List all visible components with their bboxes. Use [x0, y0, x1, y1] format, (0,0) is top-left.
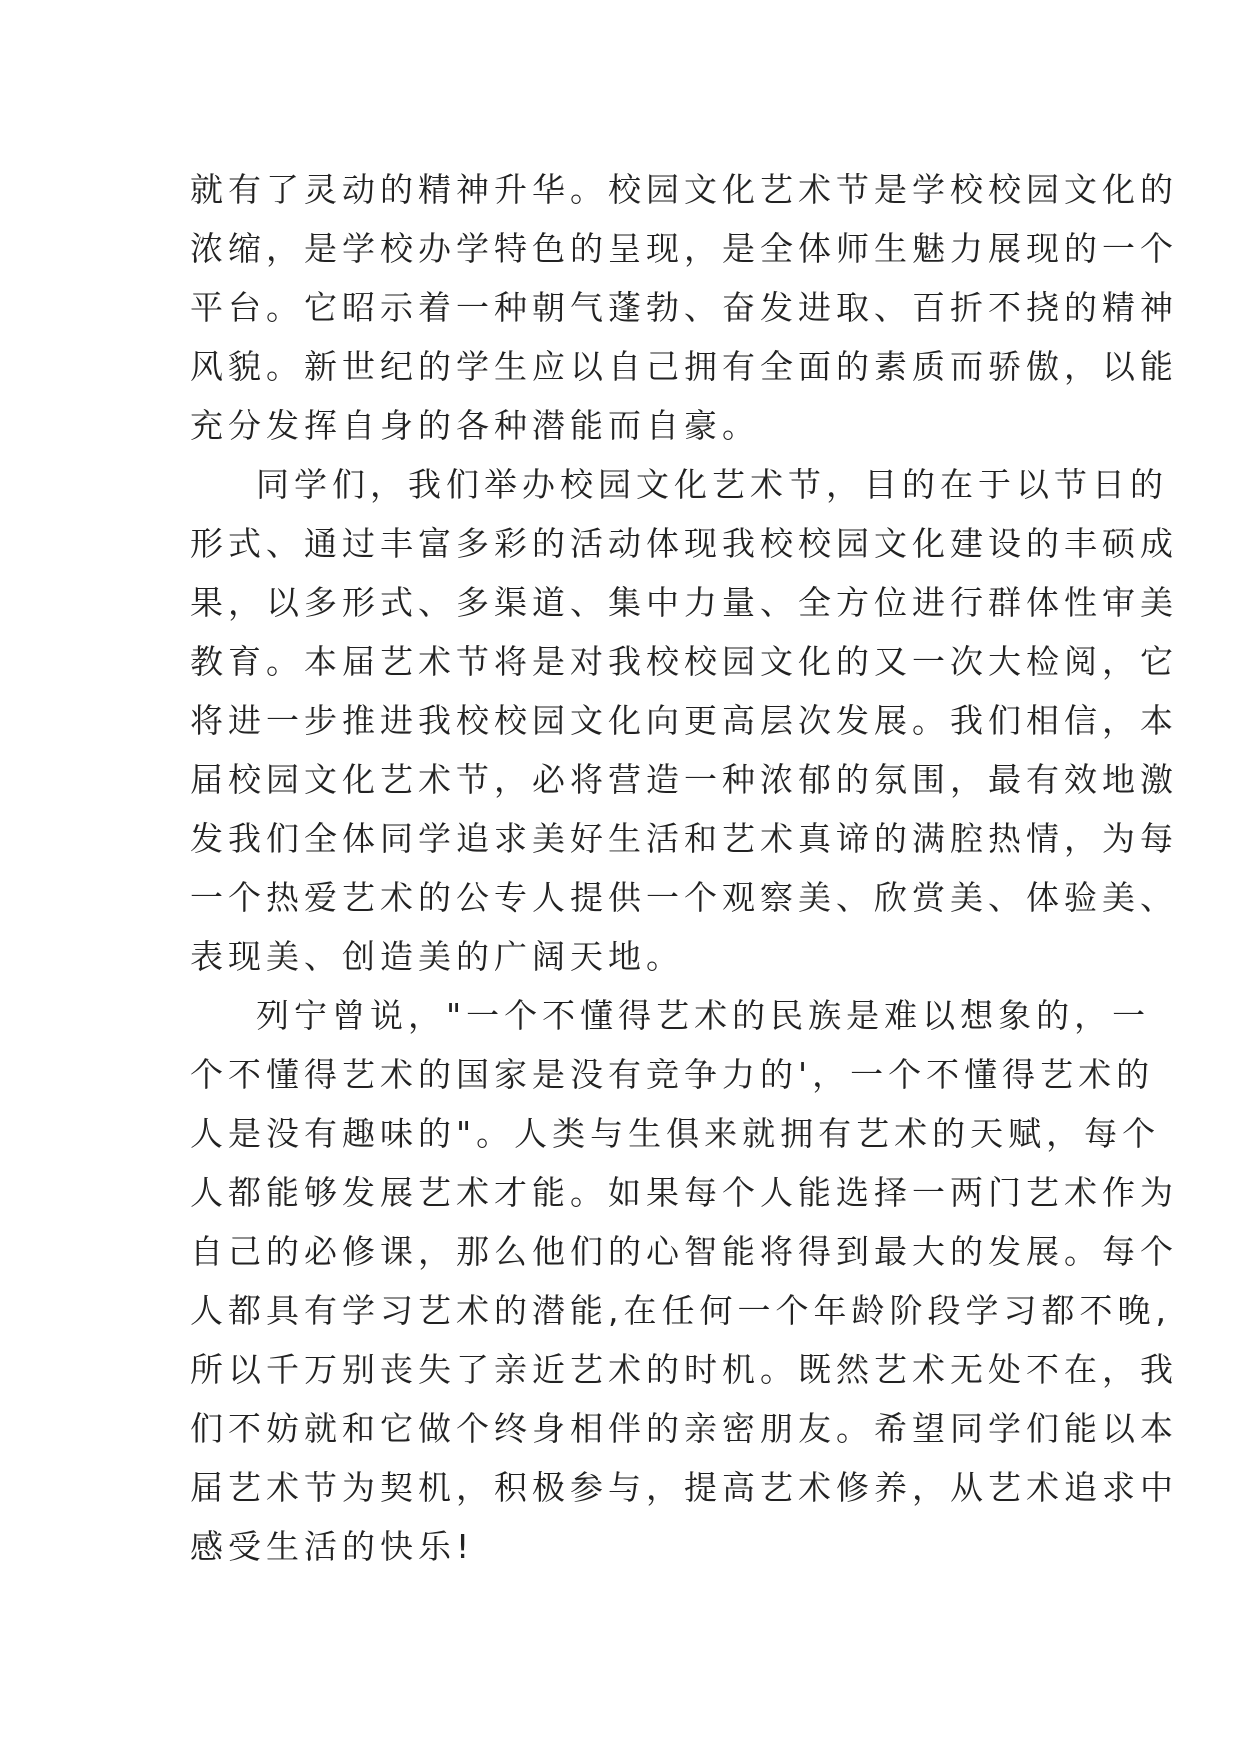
text-line: 人是没有趣味的"。人类与生俱来就拥有艺术的天赋，每个 — [190, 1114, 1161, 1153]
text-line: 们不妨就和它做个终身相伴的亲密朋友。希望同学们能以本 — [190, 1409, 1178, 1448]
text-line: 风貌。新世纪的学生应以自己拥有全面的素质而骄傲，以能 — [190, 347, 1178, 386]
text-line: 平台。它昭示着一种朝气蓬勃、奋发进取、百折不挠的精神 — [190, 288, 1178, 327]
text-line: 发我们全体同学追求美好生活和艺术真谛的满腔热情，为每 — [190, 819, 1178, 858]
text-line: 个不懂得艺术的国家是没有竞争力的'，一个不懂得艺术的 — [190, 1055, 1155, 1094]
paragraph-start-line: 列宁曾说，"一个不懂得艺术的民族是难以想象的，一 — [256, 996, 1151, 1035]
paragraph-start-line: 同学们，我们举办校园文化艺术节，目的在于以节日的 — [256, 465, 1168, 504]
text-line: 人都具有学习艺术的潜能,在任何一个年龄阶段学习都不晚, — [190, 1291, 1171, 1330]
text-line: 将进一步推进我校校园文化向更高层次发展。我们相信，本 — [190, 701, 1178, 740]
text-line: 形式、通过丰富多彩的活动体现我校校园文化建设的丰硕成 — [190, 524, 1178, 563]
text-line: 自己的必修课，那么他们的心智能将得到最大的发展。每个 — [190, 1232, 1178, 1271]
text-line: 教育。本届艺术节将是对我校校园文化的又一次大检阅，它 — [190, 642, 1178, 681]
text-line: 届校园文化艺术节，必将营造一种浓郁的氛围，最有效地激 — [190, 760, 1178, 799]
text-line: 浓缩，是学校办学特色的呈现，是全体师生魅力展现的一个 — [190, 229, 1178, 268]
body-text — [190, 160, 1178, 1576]
text-line: 人都能够发展艺术才能。如果每个人能选择一两门艺术作为 — [190, 1173, 1178, 1212]
text-line: 所以千万别丧失了亲近艺术的时机。既然艺术无处不在，我 — [190, 1350, 1178, 1389]
text-line: 果，以多形式、多渠道、集中力量、全方位进行群体性审美 — [190, 583, 1178, 622]
text-line: 一个热爱艺术的公专人提供一个观察美、欣赏美、体验美、 — [190, 878, 1178, 917]
text-line: 感受生活的快乐! — [190, 1527, 475, 1566]
text-line: 充分发挥自身的各种潜能而自豪。 — [190, 406, 760, 445]
text-line: 届艺术节为契机，积极参与，提高艺术修养，从艺术追求中 — [190, 1468, 1178, 1507]
text-line: 表现美、创造美的广阔天地。 — [190, 937, 684, 976]
text-line: 就有了灵动的精神升华。校园文化艺术节是学校校园文化的 — [190, 170, 1178, 209]
